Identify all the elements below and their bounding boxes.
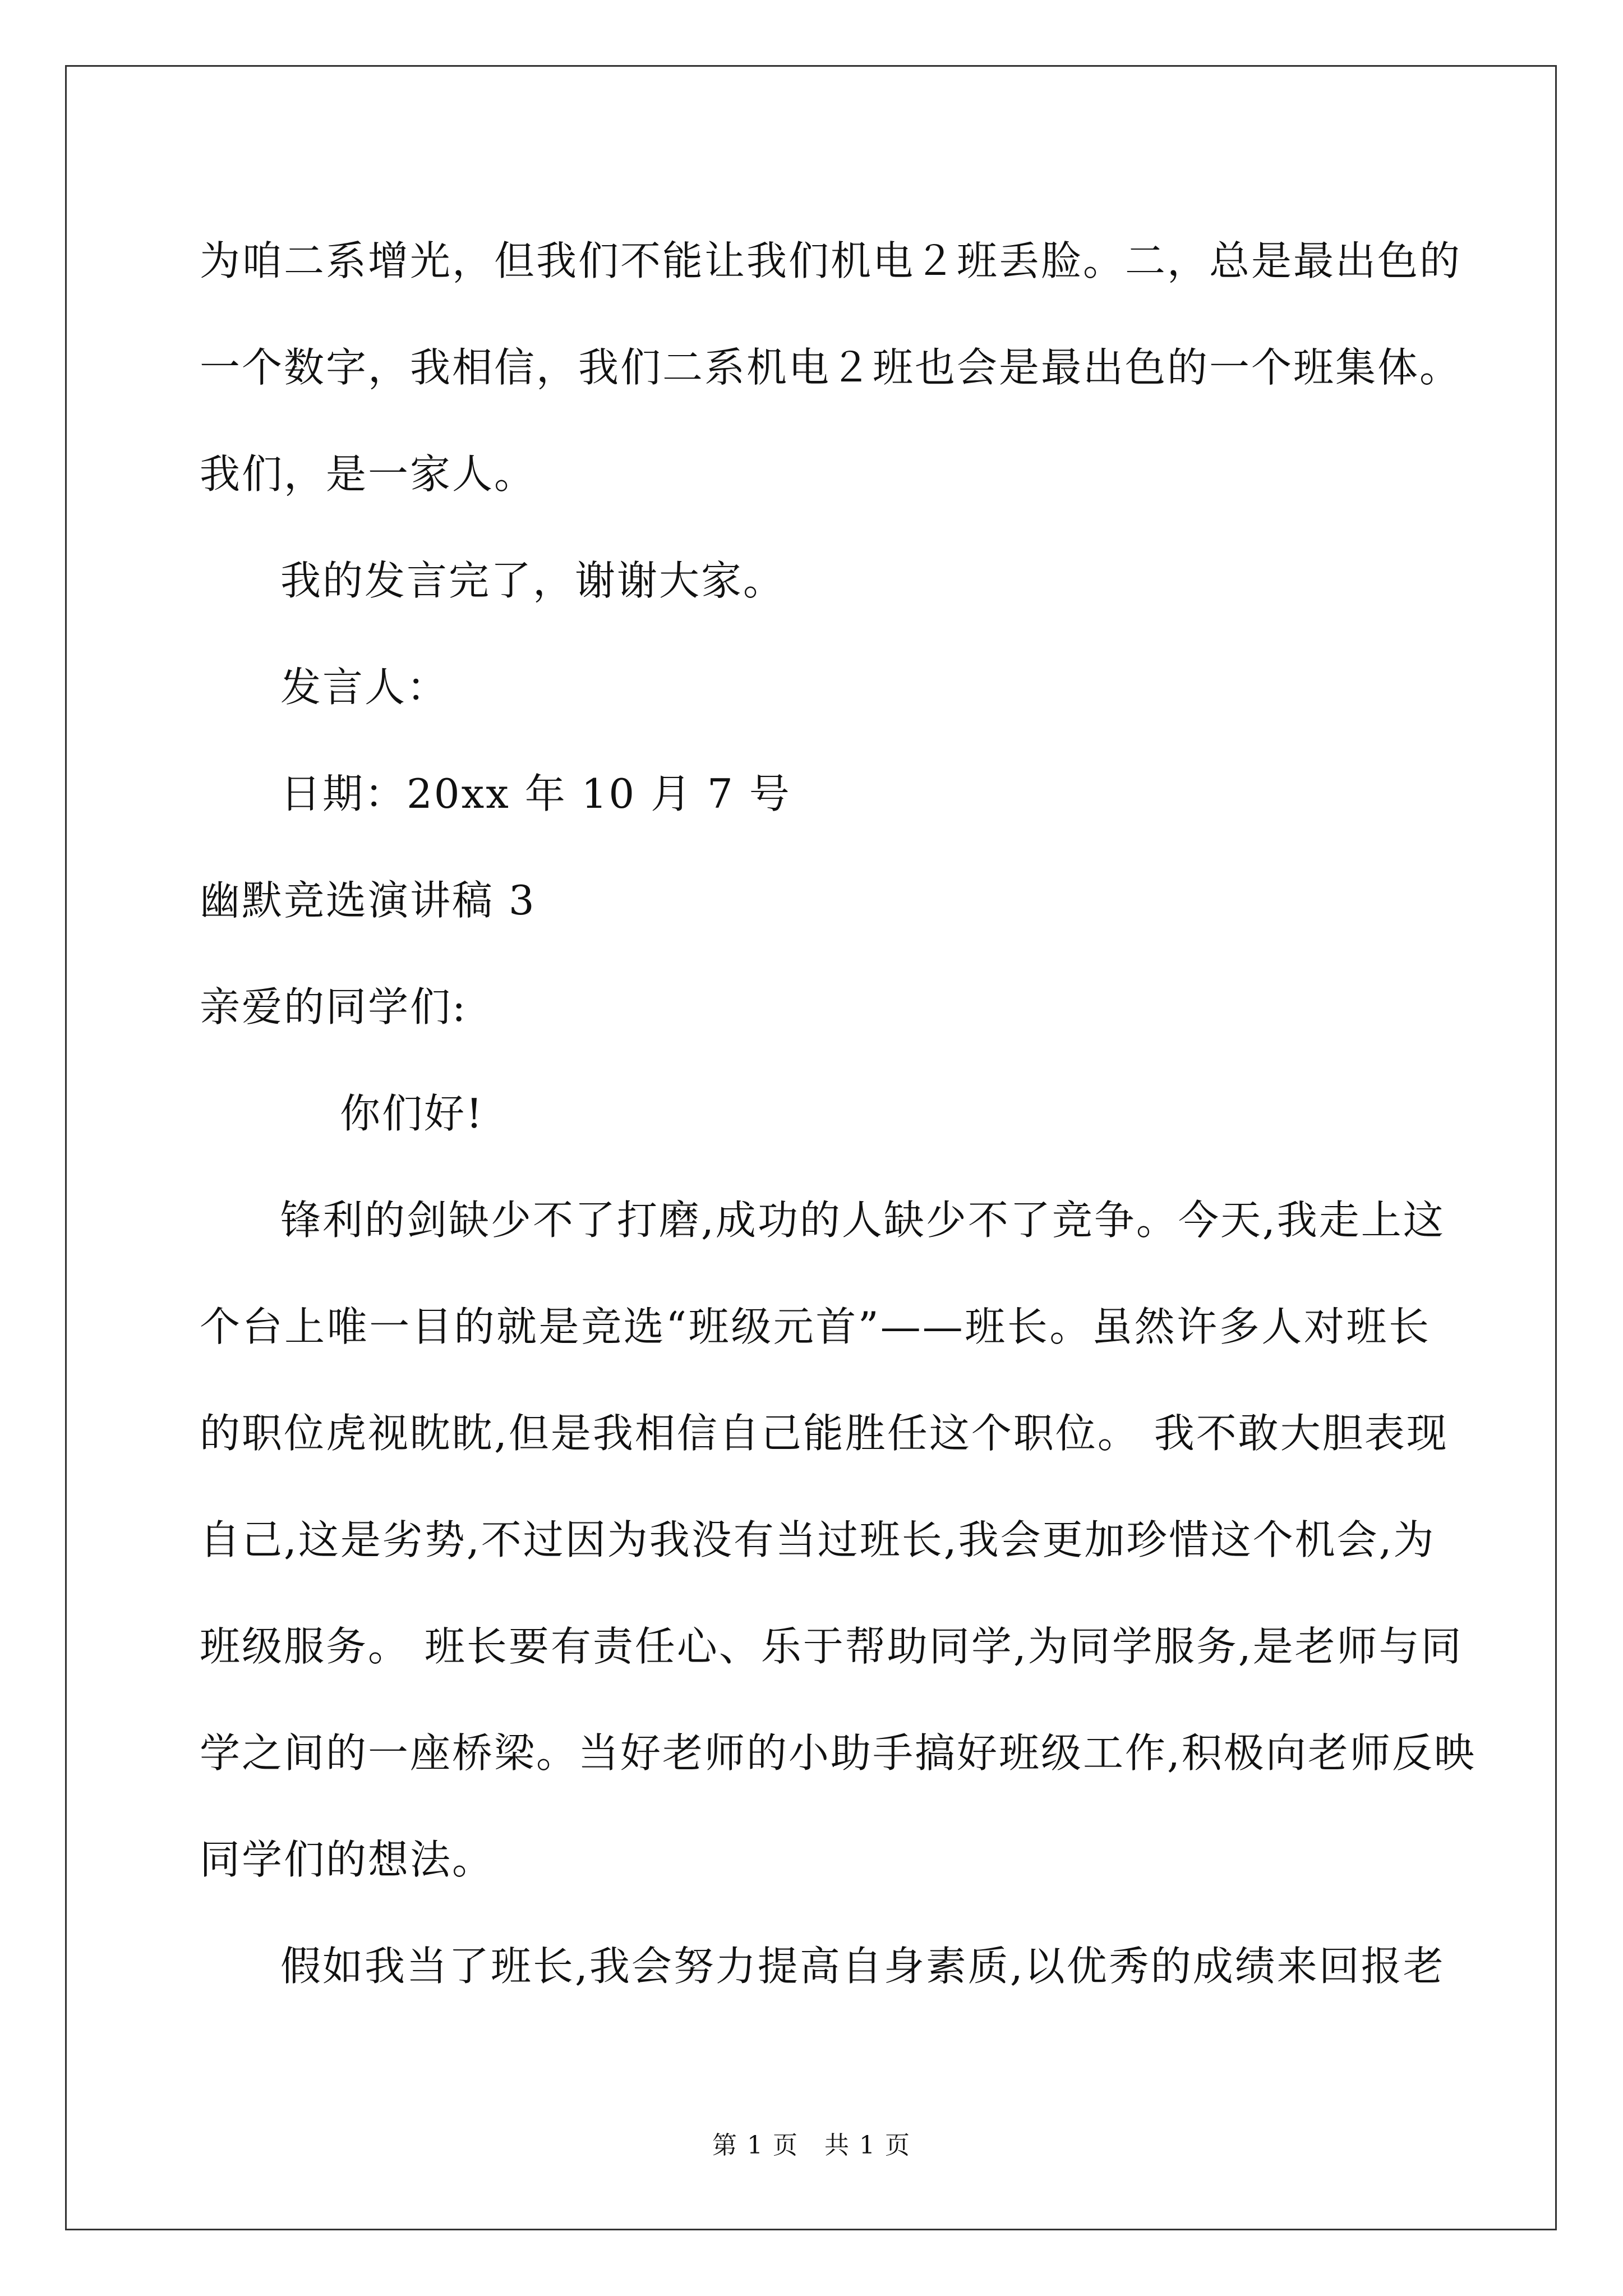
salutation: 亲爱的同学们: (200, 983, 468, 1030)
text-line: 我们，是一家人。 (200, 450, 537, 498)
document-body (200, 208, 1476, 2019)
text-line: 同学们的想法。 (200, 1836, 495, 1883)
text-line: 班级服务。 班长要有责任心、乐于帮助同学,为同学服务,是老师与同 (200, 1623, 1463, 1670)
text-line: 一个数字，我相信，我们二系机电２班也会是最出色的一个班集体。 (200, 344, 1462, 391)
closing-remark: 我的发言完了，谢谢大家。 (280, 557, 786, 604)
section-title: 幽默竞选演讲稿 3 (200, 877, 536, 924)
text-line: 学之间的一座桥梁。当好老师的小助手搞好班级工作,积极向老师反映 (200, 1729, 1476, 1777)
text-line: 的职位虎视眈眈,但是我相信自己能胜任这个职位。 我不敢大胆表现 (200, 1410, 1449, 1457)
greeting: 你们好! (340, 1090, 484, 1137)
date-line: 日期：20xx 年 10 月 7 号 (280, 770, 791, 817)
text-line: 锋利的剑缺少不了打磨,成功的人缺少不了竞争。今天,我走上这 (280, 1197, 1445, 1244)
text-line: 自己,这是劣势,不过因为我没有当过班长,我会更加珍惜这个机会,为 (200, 1516, 1436, 1563)
text-line: 个台上唯一目的就是竞选“班级元首”——班长。虽然许多人对班长 (200, 1303, 1431, 1350)
page-footer: 第 1 页 共 1 页 (712, 2131, 911, 2160)
text-line: 为咱二系增光，但我们不能让我们机电２班丢脸。二，总是最出色的 (200, 237, 1462, 284)
text-line: 假如我当了班长,我会努力提高自身素质,以优秀的成绩来回报老 (280, 1943, 1445, 1990)
speaker-label: 发言人： (280, 664, 449, 711)
